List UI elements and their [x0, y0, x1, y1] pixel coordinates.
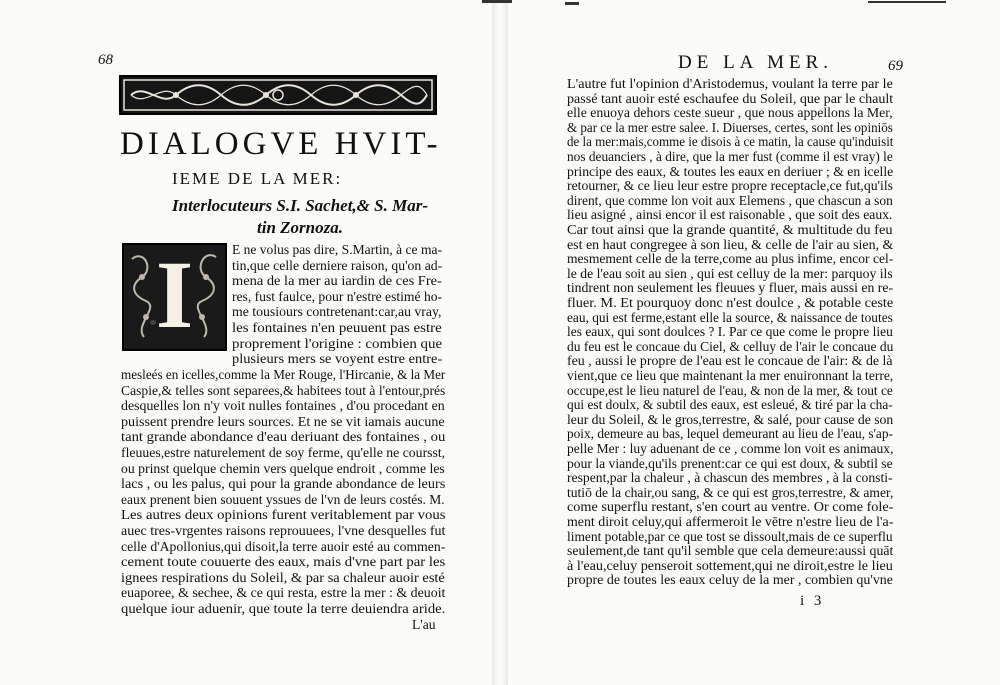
interlocutors-line: tin Zornoza.	[257, 218, 343, 237]
text-line: est en haut congregee à son lieu, & celle de l'air au sien, &	[567, 236, 894, 252]
chapter-title: DIALOGVE HVIT-	[120, 126, 442, 162]
text-line: L'autre fut l'opinion d'Aristodemus, voulant la terre par le	[567, 76, 893, 91]
page-number-right: 69	[888, 58, 903, 74]
text-line: principe des eaux, & toutes les eaux en deriuer ; & en icelle	[567, 163, 894, 179]
text-line: plusieurs mers se voyent estre entre-	[232, 351, 443, 367]
text-line: seulement,de tant qu'il semble que cela demeure:aussi quāt	[567, 543, 894, 559]
page-number-left: 68	[98, 52, 113, 68]
text-line: retourner, & ce lieu leur estre propre receptacle,ce fut,qu'ils	[567, 178, 894, 194]
scan-edge-mark	[565, 2, 579, 5]
text-line: lacs , ou les palus, qui pour la grande abondance de leurs	[121, 476, 446, 492]
text-line: celle d'Apollonius,qui disoit,la terre auoir esté au commen-	[121, 538, 446, 554]
text-line: come superflu restant, s'en court au ventre. Or come fole-	[567, 499, 894, 515]
text-line: elle enuoya dehors ceste sueur , que nous appellons la Mer,	[567, 105, 893, 121]
book-gutter	[492, 0, 508, 685]
text-line: tin,que celle derniere raison, qu'on ad-	[232, 257, 443, 273]
text-line: feu , aussi le propre de l'eau est le concaue de l'air: & de là	[567, 353, 893, 369]
text-line: eau, qui est ferme,estant elle la source, & naissance de toutes	[567, 309, 893, 325]
ornamental-headpiece	[119, 75, 437, 115]
text-line: Car tout ainsi que la grande quantité, & multitude du feu	[567, 222, 893, 237]
text-line: poix, demeure au bas, lequel demeurant au lieu de l'eau, s'ap-	[567, 426, 893, 442]
text-line: eaux prenent bien souuent yssues de l'vn de leurs costés. M.	[121, 491, 445, 507]
text-line: respent,par la chaleur , à chascun des membres , à la consti-	[567, 470, 893, 486]
text-line: les eaux, qui sont doulces ? I. Par ce que come le propre lieu	[567, 324, 893, 340]
text-line: puissent prendre leurs sources. Et ne se vit iamais aucune	[121, 413, 445, 429]
text-line: les fontaines n'en peuuent pas estre	[232, 320, 442, 335]
text-line: leur du Soleil, & le gros,terrestre, & salé, pour cause de son	[567, 411, 894, 427]
interlocutors-line: Interlocuteurs S.I. Sachet,& S. Mar-	[172, 196, 428, 215]
running-head: DE LA MER.	[678, 52, 834, 73]
text-line: quelque iour aduenir, que toute la terre deuiendra aride.	[121, 601, 446, 616]
scan-edge-mark	[868, 1, 946, 3]
text-line: mesleés en icelles,comme la Mer Rouge, l'Hircanie, & la Mer	[121, 367, 446, 382]
text-line: & par ce la mer estre salee. I. Diuerses, certes, sont les opiniōs	[567, 119, 893, 135]
text-line: Les autres deux opinions furent veritablement par vous	[121, 507, 446, 523]
text-line: dirent, que comme lon voit aux Elemens , que chascun a son	[567, 192, 893, 208]
text-line: nos deuanciers , à dire, que la mer fust (comme il est vray) le	[567, 149, 893, 164]
text-line: tant grande abondance d'eau deriuant des fontaines , ou	[121, 429, 446, 445]
text-line: propre de toutes les eaux celuy de la mer , combien qu'vne	[567, 572, 893, 588]
text-line: pelle Mer : luy aduenant de ce , comme lon voit es animaux,	[567, 441, 894, 456]
text-line: fleuues,estre naturelement de soy ferme, qu'elle ne coursst,	[121, 445, 446, 460]
text-line: lieu asigné , ainsi encor il est raisonable , que soit des eaux.	[567, 207, 893, 223]
text-line: tutiō de la chair,ou sang, & ce qui est gros,terrestre, & amer,	[567, 484, 894, 500]
text-line: du feu est le concaue du Ciel, & celluy de l'air le concaue du	[567, 338, 894, 354]
text-line: euaporee, & sechee, & ce qui resta, estre la mer : & deuoit	[121, 585, 446, 601]
text-line: liment potable,par ce que tost se dissoult,mais de ce superflu	[567, 528, 893, 544]
text-line: ment diroit celuy,qui affermeroit le vētre n'estre lieu de l'a-	[567, 514, 894, 529]
text-line: de la mer:mais,comme ie disois à ce matin, la cause qu'induisit	[567, 134, 894, 150]
text-line: occupe,est le lieu naturel de l'eau, & non de la mer, & tout ce	[567, 382, 893, 398]
initial-letter: I	[155, 241, 194, 349]
text-line: me tousiours contretenant:car,au vray,	[232, 304, 442, 320]
text-line: tindrent non seulement les fleuues y fluer, mais aussi en re-	[567, 280, 894, 296]
chapter-subtitle: IEME DE LA MER:	[172, 169, 343, 188]
text-line: mesmement celle de la terre,come au plus infime, encor cel-	[567, 251, 894, 267]
text-line: le de l'eau soit au sien , qui est celluy de la mer: parquoy ils	[567, 265, 893, 281]
text-line: mena de la mer au iardin de ces Fre-	[232, 273, 442, 289]
text-line: ignees respirations du Soleil, & par sa chaleur auoir esté	[121, 569, 445, 585]
text-line: passé tant auoir esté eschaufee du Soleil, que par le chault	[567, 90, 894, 106]
text-line: à l'eau,celuy penseroit sottement,qui ne diroit,estre le lieu	[567, 557, 893, 573]
text-line: vient,que ce lieu que maintenant la mer enuironnant la terre,	[567, 368, 894, 383]
text-line: ou prinst quelque chemin vers quelque endroit , comme les	[121, 460, 445, 476]
ink-spot	[150, 320, 156, 325]
text-line: proprement l'origine : combien que	[232, 335, 443, 351]
text-line: desquelles lon n'y voit nulles fontaines , d'ou procedant en	[121, 398, 445, 414]
text-line: qui est doulx, & subtil des eaux, est esleué, & tiré par la cha-	[567, 397, 893, 413]
text-line: E ne volus pas dire, S.Martin, à ce ma-	[232, 242, 442, 257]
text-line: L'au	[412, 616, 436, 632]
text-line: auec tres-vrgentes raisons reprouuees, l'vne desquelles fut	[121, 523, 446, 538]
headpiece-scroll-icon	[121, 77, 435, 113]
text-line: res, fust faulce, pour n'estre estimé ho-	[232, 288, 443, 304]
decorated-initial	[122, 243, 227, 351]
text-line: Caspie,& telles sont separees,& habitees tout à l'entour,prés	[121, 382, 446, 398]
text-line: cement toute couuerte des eaux, mais d'vne part par les	[121, 554, 446, 570]
text-line: pour la viande,qu'ils prenent:car ce qui est doux, & subtil se	[567, 455, 893, 471]
scan-edge-mark	[482, 0, 512, 3]
signature-mark: i 3	[800, 593, 825, 609]
text-line: fluer. M. Et pourquoy donc n'est doulce , & potable ceste	[567, 295, 894, 310]
